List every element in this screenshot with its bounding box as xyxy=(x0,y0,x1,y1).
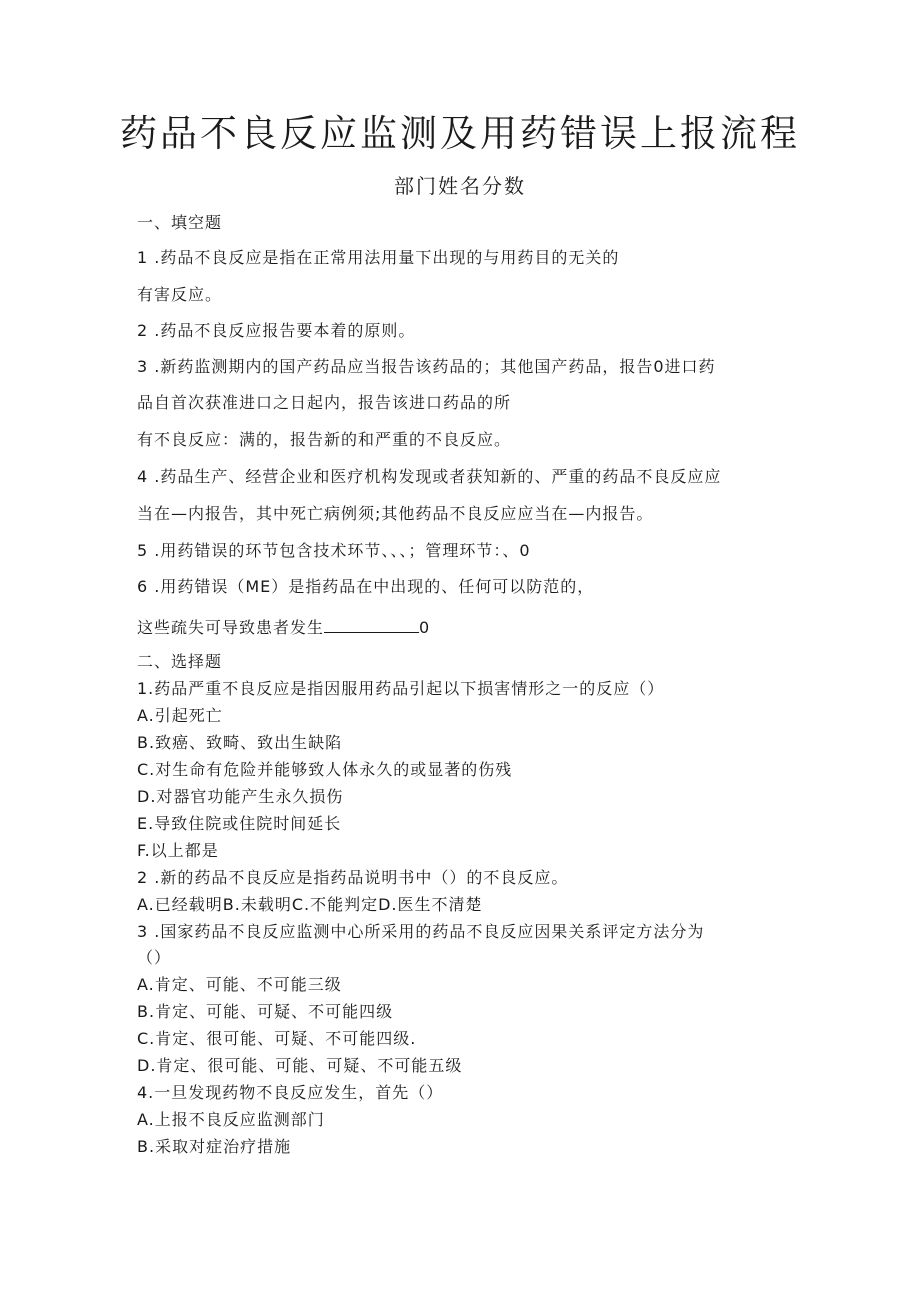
answer-option: B.采取对症治疗措施 xyxy=(137,1137,292,1156)
section-heading-multiple-choice: 二、选择题 xyxy=(137,652,223,671)
answer-option: C.对生命有危险并能够致人体永久的或显著的伤残 xyxy=(137,760,513,779)
question-text: 1 .药品不良反应是指在正常用法用量下出现的与用药目的无关的 xyxy=(137,248,620,267)
question-stem: （） xyxy=(137,948,172,967)
answer-option: A.引起死亡 xyxy=(137,706,223,725)
question-text: 4 .药品生产、经营企业和医疗机构发现或者获知新的、严重的药品不良反应应 xyxy=(137,467,722,486)
answer-option: A.上报不良反应监测部门 xyxy=(137,1110,325,1129)
question-text: 3 .新药监测期内的国产药品应当报告该药品的；其他国产药品，报告0进口药 xyxy=(137,357,716,376)
answer-option: A.肯定、可能、不可能三级 xyxy=(137,975,342,994)
question-text: 有不良反应：满的，报告新的和严重的不良反应。 xyxy=(137,430,512,449)
question-text: 品自首次获准进口之日起内，报告该进口药品的所 xyxy=(137,393,512,412)
question-stem: 4.一旦发现药物不良反应发生，首先（） xyxy=(137,1083,444,1102)
document-subtitle: 部门姓名分数 xyxy=(394,174,526,198)
answer-option: C.肯定、很可能、可疑、不可能四级. xyxy=(137,1029,417,1048)
section-heading-fill-blanks: 一、填空题 xyxy=(137,213,223,232)
question-text: 2 .药品不良反应报告要本着的原则。 xyxy=(137,321,416,340)
answer-options-inline: A.已经载明B.未载明C.不能判定D.医生不清楚 xyxy=(137,895,483,914)
document-title: 药品不良反应监测及用药错误上报流程 xyxy=(120,112,800,155)
answer-option: E.导致住院或住院时间延长 xyxy=(137,814,342,833)
question-stem: 3 .国家药品不良反应监测中心所采用的药品不良反应因果关系评定方法分为 xyxy=(137,922,705,941)
question-stem: 1.药品严重不良反应是指因服用药品引起以下损害情形之一的反应（） xyxy=(137,679,665,698)
answer-option: D.肯定、很可能、可能、可疑、不可能五级 xyxy=(137,1056,463,1075)
answer-option: F.以上都是 xyxy=(137,841,219,860)
answer-option: B.肯定、可能、可疑、不可能四级 xyxy=(137,1002,394,1021)
question-text: 6 .用药错误（ME）是指药品在中出现的、任何可以防范的， xyxy=(137,577,595,596)
question-text: 当在—内报告，其中死亡病例须;其他药品不良反应应当在—内报告。 xyxy=(137,504,654,523)
answer-option: B.致癌、致畸、致出生缺陷 xyxy=(137,733,343,752)
answer-option: D.对器官功能产生永久损伤 xyxy=(137,787,344,806)
question-text: 有害反应。 xyxy=(137,285,223,304)
question-text xyxy=(137,617,430,639)
question-text-prefix: 这些疏失可导致患者发生 xyxy=(137,618,325,637)
question-text: 5 .用药错误的环节包含技术环节、、、；管理环节：、0 xyxy=(137,541,531,560)
question-stem: 2 .新的药品不良反应是指药品说明书中（）的不良反应。 xyxy=(137,868,569,887)
answer-blank xyxy=(324,618,419,633)
question-text-suffix: 0 xyxy=(419,618,431,637)
